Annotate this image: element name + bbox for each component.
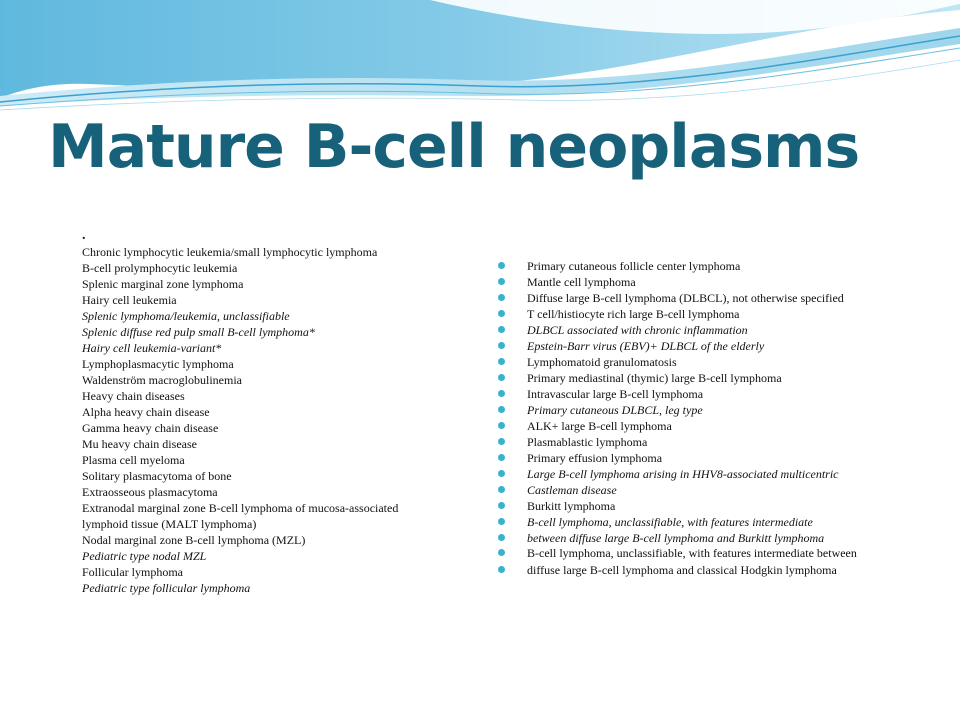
left-list-item: Hairy cell leukemia-variant* [82,341,222,355]
right-list-item [498,274,908,290]
left-list-item: Solitary plasmacytoma of bone [82,469,232,483]
right-list-item-text: Primary cutaneous DLBCL, leg type [527,403,703,417]
left-list-item: Extranodal marginal zone B-cell lymphoma of mucosa-associated [82,501,399,515]
left-list-item: Splenic lymphoma/leukemia, unclassifiable [82,309,290,323]
slide-title: Mature B-cell neoplasms [48,112,860,182]
bullet-icon [498,470,505,477]
right-list-item [498,418,908,434]
left-list-item: B-cell prolymphocytic leukemia [82,261,238,275]
left-list-item: Gamma heavy chain disease [82,421,219,435]
bullet-icon [498,486,505,493]
left-list-item: Alpha heavy chain disease [82,405,210,419]
right-list-item [498,530,908,546]
bullet-icon [498,326,505,333]
right-list-item-text: DLBCL associated with chronic inflammation [527,323,748,337]
right-list-item [498,322,908,338]
left-column-list [82,228,407,596]
right-list-item [498,514,908,530]
right-list-item [498,434,908,450]
right-list-item-text: Epstein-Barr virus (EBV)+ DLBCL of the elderly [527,339,765,353]
left-list-item: Pediatric type follicular lymphoma [82,581,251,595]
right-list-item-text: Plasmablastic lymphoma [527,435,648,449]
left-list-item: Hairy cell leukemia [82,293,177,307]
right-list-item [498,450,908,466]
right-list-item-text: B-cell lymphoma, unclassifiable, with features intermediate between [527,546,857,560]
left-list-item: lymphoid tissue (MALT lymphoma) [82,517,257,531]
bullet-icon [498,390,505,397]
right-list-item [498,386,908,402]
bullet-icon [498,342,505,349]
right-list-item [498,370,908,386]
right-list-item [498,354,908,370]
bullet-icon [498,358,505,365]
right-list-item-text: Primary effusion lymphoma [527,451,663,465]
right-list-item-text: Lymphomatoid granulomatosis [527,355,677,369]
right-list-item [498,466,908,482]
bullet-icon [498,310,505,317]
right-list-item-text: T cell/histiocyte rich large B-cell lymphoma [527,307,740,321]
right-list-item-text: Mantle cell lymphoma [527,275,636,289]
right-list-item-text: Primary mediastinal (thymic) large B-cell lymphoma [527,371,782,385]
bullet-icon [498,454,505,461]
bullet-icon [498,374,505,381]
bullet-icon [498,406,505,413]
right-list-item [498,498,908,514]
right-list-item-text: diffuse large B-cell lymphoma and classical Hodgkin lymphoma [527,563,837,577]
right-column-list [498,258,908,578]
left-list-item: Follicular lymphoma [82,565,183,579]
bullet-icon [498,294,505,301]
bullet-icon [498,549,505,556]
bullet-icon [498,502,505,509]
right-list-item-text: B-cell lymphoma, unclassifiable, with features intermediate [527,515,813,529]
left-list-item: Splenic marginal zone lymphoma [82,277,244,291]
right-list-item [498,338,908,354]
right-list-item [498,306,908,322]
right-list-item-text: Castleman disease [527,483,617,497]
right-list-item-text: Intravascular large B-cell lymphoma [527,387,704,401]
right-list-item-text: Primary cutaneous follicle center lymphoma [527,259,741,273]
left-list-item: Splenic diffuse red pulp small B-cell lymphoma* [82,325,315,339]
left-list-item: Lymphoplasmacytic lymphoma [82,357,234,371]
bullet-icon [498,262,505,269]
bullet-icon [498,566,505,573]
right-list-item [498,482,908,498]
right-list-item [498,290,908,306]
bullet-icon [498,422,505,429]
header-wave-decoration [0,0,960,120]
left-list-item: Mu heavy chain disease [82,437,197,451]
left-list-item: Extraosseous plasmacytoma [82,485,218,499]
right-list-item [498,402,908,418]
bullet-icon [498,534,505,541]
right-list-item [498,546,908,562]
right-list-item-text: Burkitt lymphoma [527,499,616,513]
right-list-item [498,562,908,578]
left-list-item: Waldenström macroglobulinemia [82,373,242,387]
left-list-marker: . [82,228,86,243]
right-list-item-text: Large B-cell lymphoma arising in HHV8-associated multicentric [527,467,839,481]
left-list-item: Plasma cell myeloma [82,453,185,467]
right-list-item-text: Diffuse large B-cell lymphoma (DLBCL), not otherwise specified [527,291,844,305]
right-list-item-text: ALK+ large B-cell lymphoma [527,419,672,433]
right-list-item-text: between diffuse large B-cell lymphoma and Burkitt lymphoma [527,531,825,545]
bullet-icon [498,438,505,445]
bullet-icon [498,518,505,525]
left-list-item: Nodal marginal zone B-cell lymphoma (MZL) [82,533,306,547]
left-list-item: Heavy chain diseases [82,389,185,403]
left-list-item: Chronic lymphocytic leukemia/small lymphocytic lymphoma [82,245,378,259]
bullet-icon [498,278,505,285]
right-list-item [498,258,908,274]
left-list-item: Pediatric type nodal MZL [82,549,207,563]
